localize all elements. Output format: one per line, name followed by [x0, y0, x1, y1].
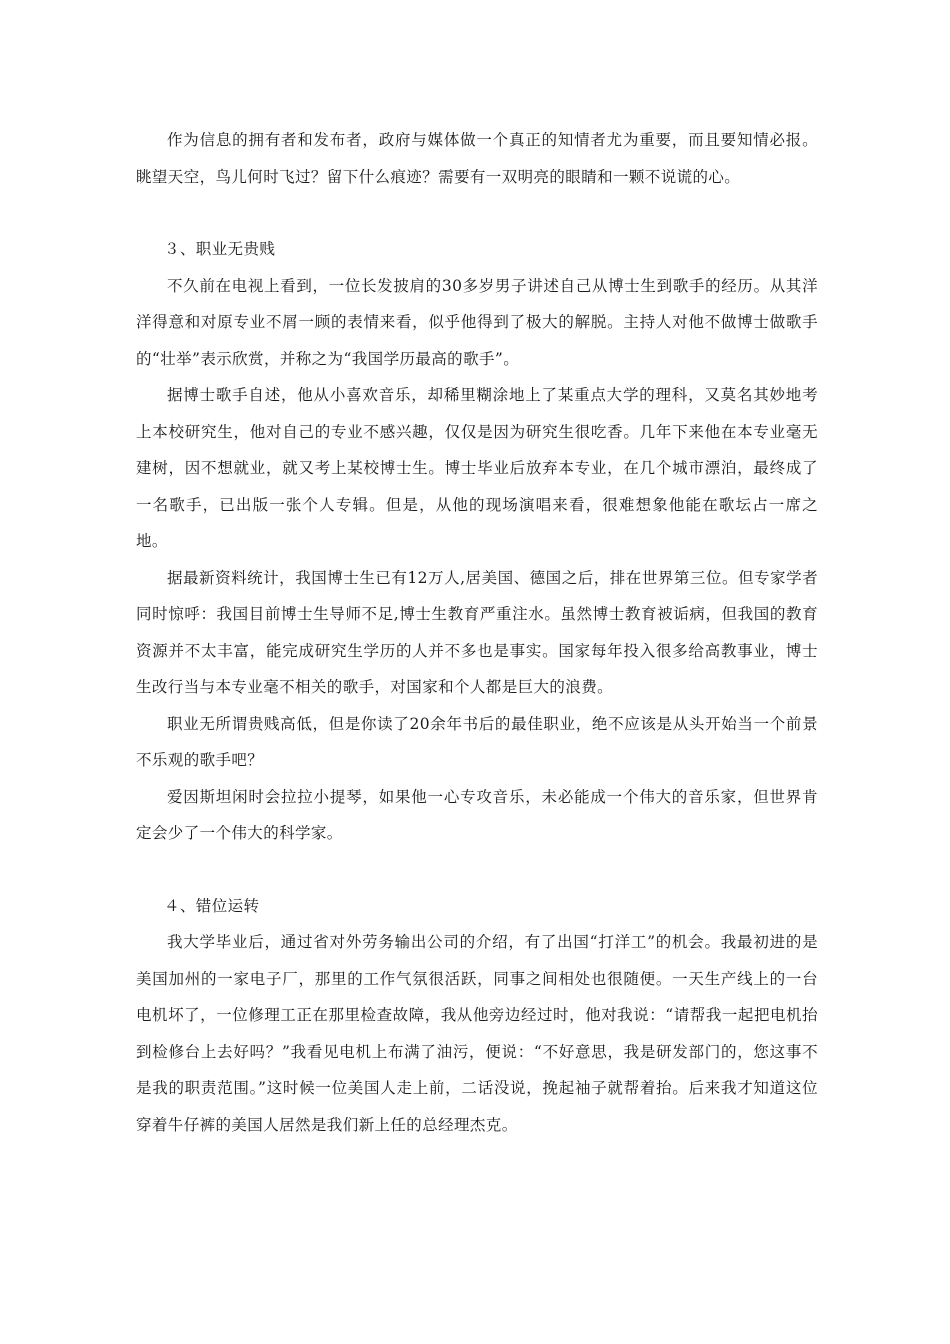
- paragraph: 职业无所谓贵贱高低，但是你读了20余年书后的最佳职业，绝不应该是从头开始当一个前景不乐观的歌手吧？: [136, 714, 818, 769]
- paragraph-intro: 作为信息的拥有者和发布者，政府与媒体做一个真正的知情者尤为重要，而且要知情必报。眺望天空，鸟儿何时飞过？留下什么痕迹？需要有一双明亮的眼睛和一颗不说谎的心。: [136, 131, 818, 186]
- section-gap: [136, 195, 818, 231]
- section-heading-4: ４、错位运转: [164, 896, 260, 915]
- paragraph: 据博士歌手自述，他从小喜欢音乐，却稀里糊涂地上了某重点大学的理科，又莫名其妙地考上本校研究生，他对自己的专业不感兴趣，仅仅是因为研究生很吃香。几年下来他在本专业毫无建树，因不想就业，就又考上某校博士生。博士毕业后放弃本专业，在几个城市漂泊，最终成了一名歌手，已出版一张个人专辑。但是，从他的现场演唱来看，很难想象他能在歌坛占一席之地。: [136, 386, 818, 550]
- section-gap: [136, 852, 818, 888]
- paragraph: 据最新资料统计，我国博士生已有12万人,居美国、德国之后，排在世界第三位。但专家学者同时惊呼：我国目前博士生导师不足,博士生教育严重注水。虽然博士教育被诟病，但我国的教育资源并不太丰富，能完成研究生学历的人并不多也是事实。国家每年投入很多给高教事业，博士生改行当与本专业毫不相关的歌手，对国家和个人都是巨大的浪费。: [136, 568, 818, 696]
- paragraph: 不久前在电视上看到，一位长发披肩的30多岁男子讲述自己从博士生到歌手的经历。从其洋洋得意和对原专业不屑一顾的表情来看，似乎他得到了极大的解脱。主持人对他不做博士做歌手的“壮举”表示欣赏，并称之为“我国学历最高的歌手”。: [136, 276, 818, 368]
- paragraph: 爱因斯坦闲时会拉拉小提琴，如果他一心专攻音乐，未必能成一个伟大的音乐家，但世界肯定会少了一个伟大的科学家。: [136, 787, 818, 842]
- paragraph: 我大学毕业后，通过省对外劳务输出公司的介绍，有了出国“打洋工”的机会。我最初进的是美国加州的一家电子厂，那里的工作气氛很活跃，同事之间相处也很随便。一天生产线上的一台电机坏了，一位修理工正在那里检查故障，我从他旁边经过时，他对我说：“请帮我一起把电机抬到检修台上去好吗？”我看见电机上布满了油污，便说：“不好意思，我是研发部门的，您这事不是我的职责范围。”这时候一位美国人走上前，二话没说，挽起袖子就帮着抬。后来我才知道这位穿着牛仔裤的美国人居然是我们新上任的总经理杰克。: [136, 933, 818, 1134]
- document-body: [136, 122, 818, 1143]
- section-heading-3: ３、职业无贵贱: [164, 240, 276, 258]
